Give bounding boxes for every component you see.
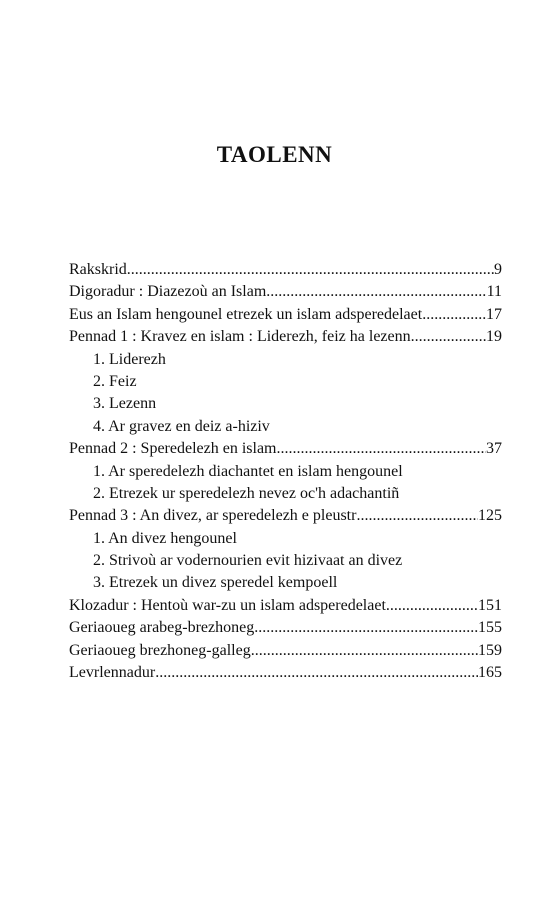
toc-entry-page: 151 xyxy=(478,596,502,614)
toc-entry-title: Klozadur : Hentoù war-zu un islam adsperedelaet xyxy=(69,596,386,614)
toc-subentry-title: 1. Liderezh xyxy=(93,350,166,368)
toc-entry-title: Levrlennadur xyxy=(69,664,156,682)
toc-subentry xyxy=(69,550,502,572)
toc-subentry-title: 1. An divez hengounel xyxy=(93,529,237,547)
toc-entry-eus-an-islam xyxy=(69,304,502,326)
toc-subentry-title: 1. Ar speredelezh diachantet en islam hengounel xyxy=(93,462,403,480)
dot-leader xyxy=(127,259,494,281)
dot-leader xyxy=(266,281,486,303)
toc-entry-page: 17 xyxy=(486,305,502,323)
table-of-contents xyxy=(69,259,502,684)
toc-entry-klozadur xyxy=(69,595,502,617)
toc-subentry-title: 3. Lezenn xyxy=(93,395,157,413)
toc-entry-levrlennadur xyxy=(69,662,502,684)
dot-leader xyxy=(386,595,478,617)
toc-subentry xyxy=(69,572,502,594)
toc-entry-page: 125 xyxy=(478,507,502,525)
toc-entry-page: 155 xyxy=(478,619,502,637)
toc-entry-digoradur xyxy=(69,281,502,303)
toc-entry-page: 159 xyxy=(478,641,502,659)
toc-subentry xyxy=(69,483,502,505)
toc-entry-title: Eus an Islam hengounel etrezek un islam adsperedelaet xyxy=(69,305,423,323)
toc-subentry xyxy=(69,393,502,415)
toc-subentry-title: 2. Strivoù ar vodernourien evit hizivaat an divez xyxy=(93,552,403,570)
dot-leader xyxy=(155,662,478,684)
toc-entry-page: 37 xyxy=(486,440,502,458)
dot-leader xyxy=(411,326,486,348)
dot-leader xyxy=(422,304,486,326)
toc-entry-title: Rakskrid xyxy=(69,261,127,278)
dot-leader xyxy=(251,640,478,662)
toc-subentry-title: 2. Etrezek ur speredelezh nevez oc'h adachantiñ xyxy=(93,484,400,502)
toc-entry-pennad-1 xyxy=(69,326,502,348)
toc-entry-geriaoueg-galleg xyxy=(69,640,502,662)
toc-entry-page: 19 xyxy=(486,328,502,346)
toc-subentry xyxy=(69,528,502,550)
toc-subentry-title: 3. Etrezek un divez speredel kempoell xyxy=(93,574,338,592)
dot-leader xyxy=(254,617,478,639)
page-title: TAOLENN xyxy=(216,142,333,167)
toc-subentry xyxy=(69,416,502,438)
toc-subentry xyxy=(69,371,502,393)
toc-entry-geriaoueg-arabeg xyxy=(69,617,502,639)
toc-entry-pennad-3 xyxy=(69,505,502,527)
toc-entry-page: 165 xyxy=(478,664,502,682)
toc-entry-title: Geriaoueg brezhoneg-galleg xyxy=(69,641,251,659)
toc-subentry-title: 2. Feiz xyxy=(93,372,137,390)
toc-entry-title: Pennad 2 : Speredelezh en islam xyxy=(69,440,277,458)
toc-subentry xyxy=(69,461,502,483)
dot-leader xyxy=(356,505,478,527)
toc-entry-rakskrid xyxy=(69,259,502,281)
toc-entry-title: Digoradur : Diazezoù an Islam xyxy=(69,283,267,301)
toc-entry-title: Pennad 1 : Kravez en islam : Liderezh, feiz ha lezenn xyxy=(69,328,411,346)
toc-entry-pennad-2 xyxy=(69,438,502,460)
toc-entry-title: Geriaoueg arabeg-brezhoneg xyxy=(69,619,255,637)
dot-leader xyxy=(277,438,487,460)
toc-entry-page: 11 xyxy=(486,283,502,301)
toc-entry-page: 9 xyxy=(494,261,502,278)
toc-subentry xyxy=(69,349,502,371)
toc-subentry-title: 4. Ar gravez en deiz a-hiziv xyxy=(93,417,270,435)
toc-entry-title: Pennad 3 : An divez, ar speredelezh e pleustr xyxy=(69,507,357,525)
